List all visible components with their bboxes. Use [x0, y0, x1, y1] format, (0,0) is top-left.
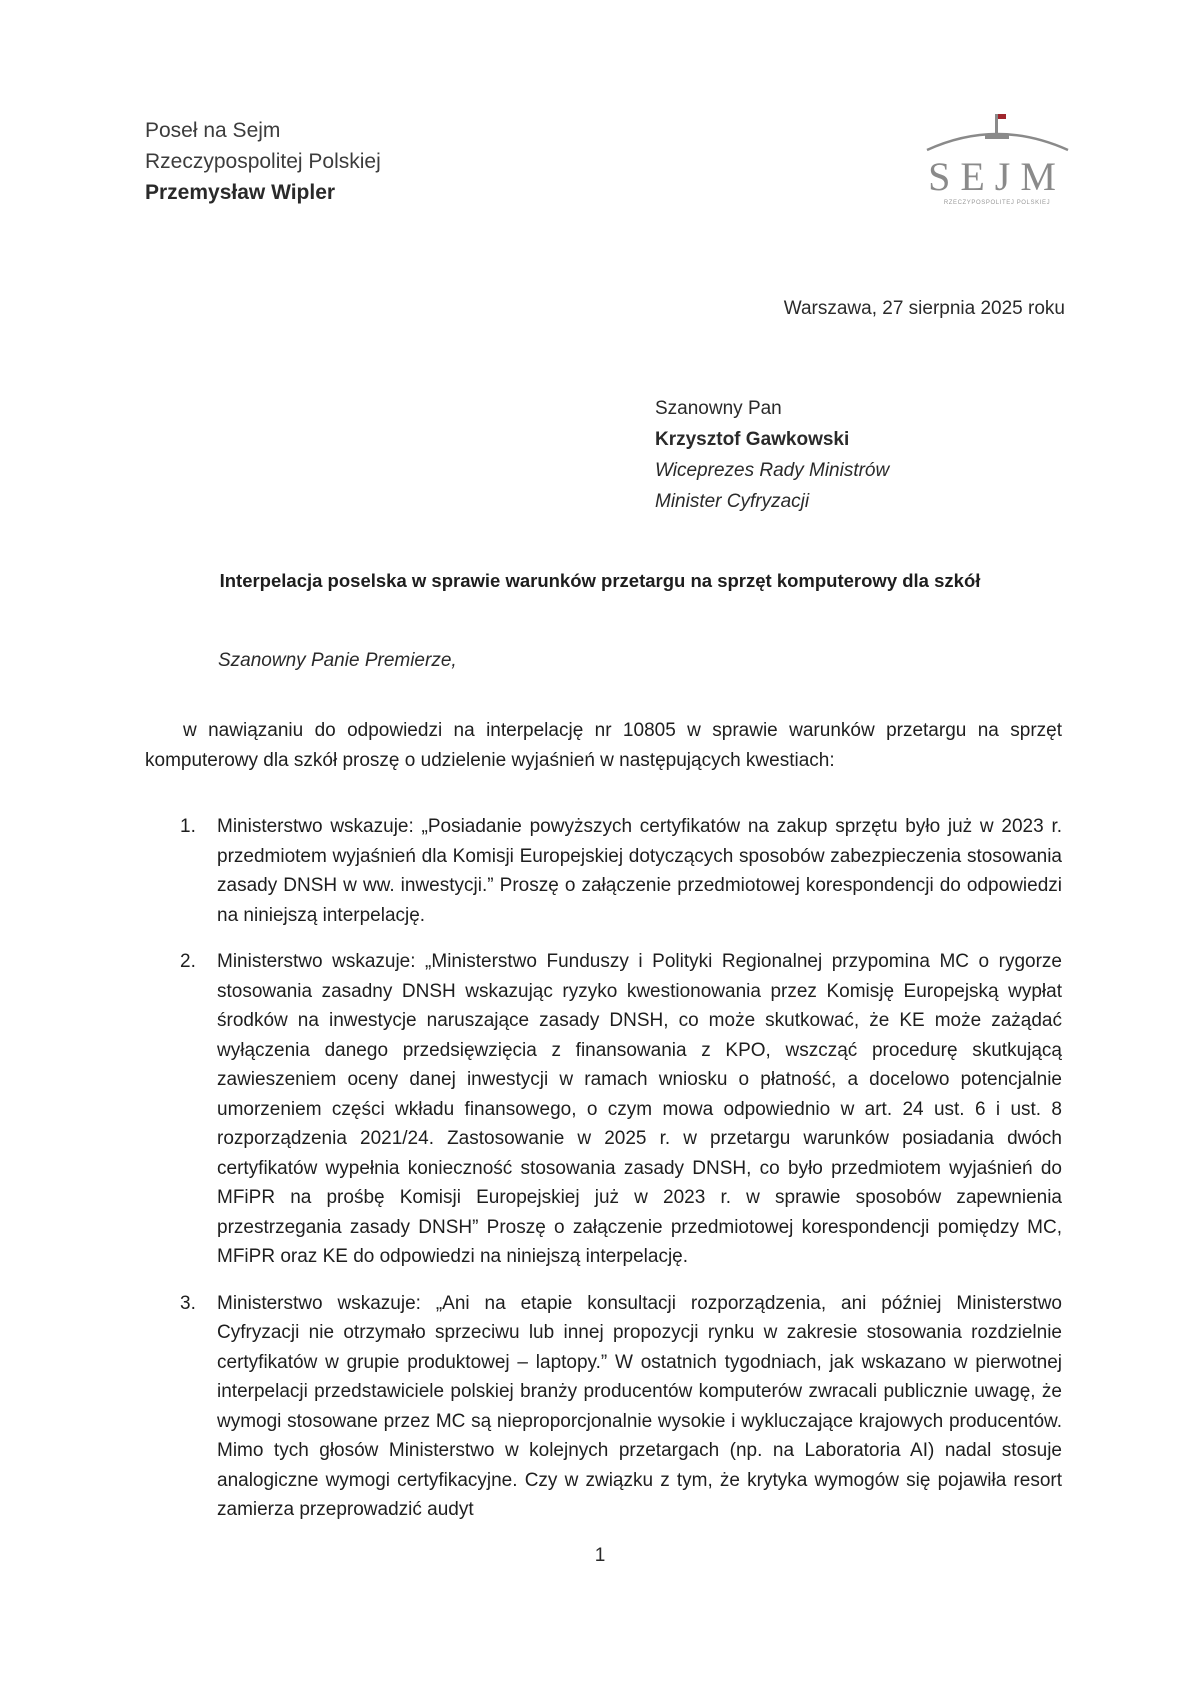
list-item-number: 2.	[180, 951, 196, 972]
intro-paragraph: w nawiązaniu do odpowiedzi na interpelację nr 10805 w sprawie warunków przetargu na sprzęt komputerowy dla szkół proszę o udzielenie wyjaśnień w następujących kwestiach:	[145, 720, 1062, 771]
list-item-number: 1.	[180, 816, 196, 837]
page-number: 1	[594, 1545, 606, 1566]
list-item	[145, 947, 1062, 1272]
recipient-title-1: Wiceprezes Rady Ministrów	[655, 460, 890, 481]
list-item-text: Ministerstwo wskazuje: „Ani na etapie konsultacji rozporządzenia, ani później Ministerstwo Cyfryzacji nie otrzymało sprzeciwu lub innej propozycji rynku w zakresie stosowania rozdzielnie certyfikatów w grupie produktowej – laptopy.” W ostatnich tygodniach, jak wskazano w pierwotnej interpelacji przedstawiciele polskiej branży producentów komputerów zwracali publicznie uwagę, że wymogi stosowane przez MC są nieproporcjonalnie wysokie i wykluczające krajowych producentów. Mimo tych głosów Ministerstwo w kolejnych przetargach (np. na Laboratoria AI) nadal stosuje analogiczne wymogi certyfikacyjne. Czy w związku z tym, że krytyka wymogów się pojawiła resort zamierza przeprowadzić audyt	[217, 1292, 1062, 1520]
sejm-logo	[925, 108, 1070, 208]
list-item	[145, 812, 1062, 930]
sender-block	[145, 115, 381, 208]
letter-date: Warszawa, 27 sierpnia 2025 roku	[783, 298, 1065, 319]
recipient-salutation: Szanowny Pan	[655, 398, 782, 419]
list-item-text: Ministerstwo wskazuje: „Posiadanie powyższych certyfikatów na zakup sprzętu było już w 2023 r. przedmiotem wyjaśnień dla Komisji Europejskiej dotyczących sposobów zabezpieczenia stosowania zasady DNSH w ww. inwestycji.” Proszę o załączenie przedmiotowej korespondencji do odpowiedzi na niniejszą interpelację.	[217, 816, 1062, 926]
recipient-title-2: Minister Cyfryzacji	[655, 491, 810, 512]
question-list	[145, 812, 1062, 1542]
letter-greeting: Szanowny Panie Premierze,	[218, 650, 457, 671]
recipient-block	[655, 393, 889, 517]
recipient-name: Krzysztof Gawkowski	[655, 429, 850, 450]
sejm-logo-text: SEJM	[928, 154, 1066, 199]
sender-name: Przemysław Wipler	[145, 181, 336, 204]
list-item-number: 3.	[180, 1292, 196, 1314]
sender-line-1: Poseł na Sejm	[145, 119, 281, 142]
sejm-logo-subtitle: RZECZYPOSPOLITEJ POLSKIEJ	[943, 200, 1051, 206]
letter-subject: Interpelacja poselska w sprawie warunków przetargu na sprzęt komputerowy dla szkół	[219, 570, 981, 591]
list-item-text: Ministerstwo wskazuje: „Ministerstwo Funduszy i Polityki Regionalnej przypomina MC o rygorze stosowania zasadny DNSH wskazując ryzyko kwestionowania przez Komisję Europejską wypłat środków na inwestycje naruszające zasady DNSH, co może skutkować, że KE może zażądać wyłączenia danego przedsięwzięcia z finansowania z KPO, wszcząć procedurę skutkującą zawieszeniem oceny danej inwestycji w ramach wniosku o płatność, a docelowo potencjalnie umorzeniem części wkładu finansowego, o czym mowa odpowiednio w art. 24 ust. 6 i ust. 8 rozporządzenia 2021/24. Zastosowanie w 2025 r. w przetargu warunków posiadania dwóch certyfikatów wypełnia konieczność stosowania zasady DNSH, co było przedmiotem wyjaśnień do MFiPR na prośbę Komisji Europejskiej już w 2023 r. w sprawie sposobów zapewnienia przestrzegania zasady DNSH” Proszę o załączenie przedmiotowej korespondencji pomiędzy MC, MFiPR oraz KE do odpowiedzi na niniejszą interpelację.	[217, 951, 1062, 1267]
list-item	[145, 1289, 1062, 1525]
sender-line-2: Rzeczypospolitej Polskiej	[145, 150, 381, 173]
